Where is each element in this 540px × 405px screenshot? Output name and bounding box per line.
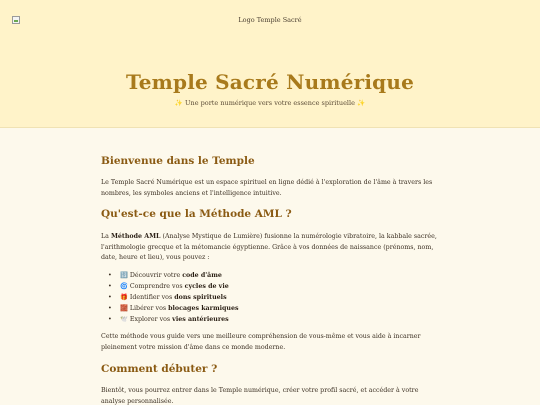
site-tagline: ✨ Une porte numérique vers votre essence spirituelle ✨ — [174, 99, 366, 107]
list-item — [108, 292, 438, 303]
site-title: Temple Sacré Numérique — [125, 70, 415, 94]
method-heading: Qu'est-ce que la Méthode AML ? — [101, 208, 292, 220]
feature-text: Libérer vos — [129, 305, 169, 312]
welcome-text: Le Temple Sacré Numérique est un espace spirituel en ligne dédié à l'exploration de l'âme à travers les nombres, les symboles anciens et l'intelligence intuitive. — [101, 179, 433, 197]
method-intro-prefix: La — [101, 233, 111, 240]
logo-alt-text: Logo Temple Sacré — [238, 16, 302, 24]
list-item — [108, 270, 438, 281]
method-intro-rest: (Analyse Mystique de Lumière) fusionne la numérologie vibratoire, la kabbale sacrée, l'arithmologie grecque et la métomancie égyptienne. Grâce à vos données de naissance (prénoms, nom, date, heure et lieu), vous pouvez : — [101, 233, 437, 261]
feature-text: Comprendre vos — [129, 283, 185, 290]
start-text: Bientôt, vous pourrez entrer dans le Temple numérique, créer votre profil sacré, et accéder à votre analyse personnalisée. — [101, 387, 419, 405]
method-intro — [101, 232, 441, 264]
feature-text: Identifier vos — [129, 294, 175, 301]
method-outro: Cette méthode vous guide vers une meilleure compréhension de vous-même et vous aide à incarner pleinement votre mission d'âme dans ce monde moderne. — [101, 333, 421, 351]
bricks-icon: 🧱 — [120, 305, 128, 312]
logo-image[interactable] — [12, 16, 528, 28]
list-item — [108, 303, 438, 314]
feature-keyword: vies antérieures — [172, 316, 229, 323]
feature-text: Explorer vos — [129, 316, 173, 323]
gift-icon: 🎁 — [120, 294, 128, 301]
start-heading: Comment débuter ? — [101, 363, 218, 375]
cyclone-icon: 🌀 — [120, 283, 128, 290]
feature-text: Découvrir votre — [129, 272, 183, 279]
numbers-icon: 🔢 — [120, 272, 128, 279]
feature-keyword: dons spirituels — [174, 294, 227, 301]
method-name: Méthode AML — [110, 233, 161, 240]
dove-icon: 🕊️ — [120, 316, 128, 323]
site-header — [0, 0, 540, 128]
feature-keyword: cycles de vie — [184, 283, 229, 290]
feature-keyword: code d'âme — [182, 272, 222, 279]
list-item — [108, 314, 438, 325]
feature-keyword: blocages karmiques — [168, 305, 239, 312]
features-list — [108, 270, 438, 325]
welcome-heading: Bienvenue dans le Temple — [101, 155, 255, 167]
list-item — [108, 281, 438, 292]
